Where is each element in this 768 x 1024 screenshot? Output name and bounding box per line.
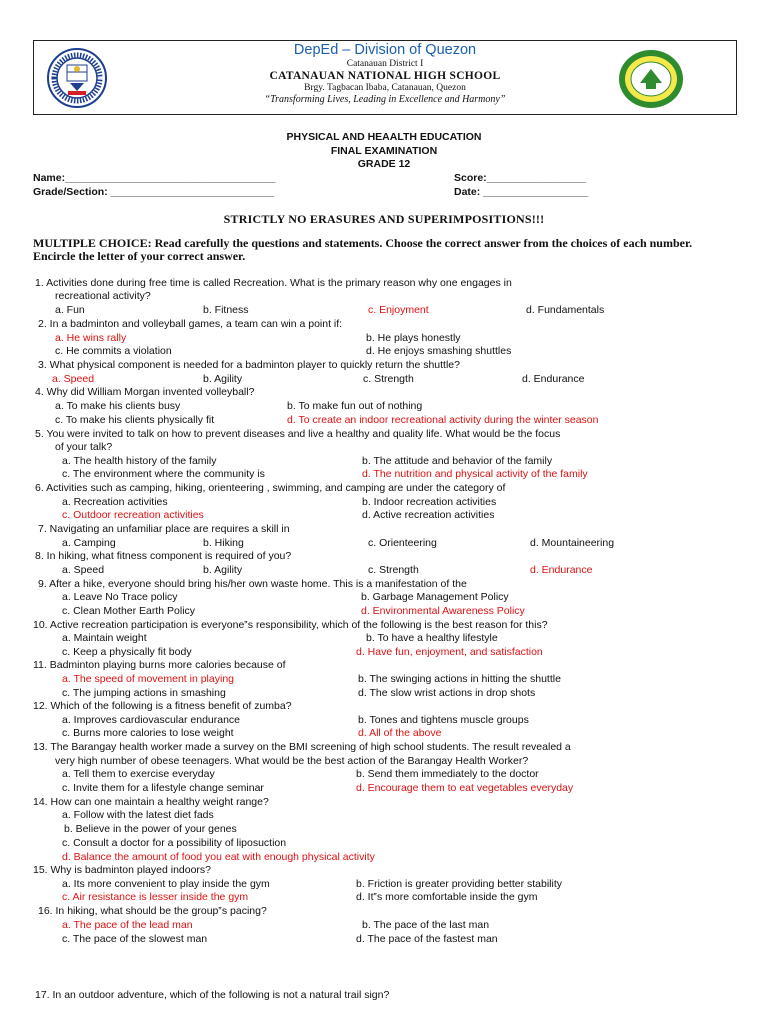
q13-option-b[interactable]: b. Send them immediately to the doctor — [356, 768, 539, 780]
q4-option-b[interactable]: b. To make fun out of nothing — [287, 400, 423, 412]
q4-option-c[interactable]: c. To make his clients physically fit — [55, 414, 215, 426]
q16-option-d[interactable]: d. The pace of the fastest man — [356, 933, 498, 945]
q16-option-b[interactable]: b. The pace of the last man — [362, 919, 490, 931]
grade-section-field[interactable]: Grade/Section: ____________________________ — [33, 186, 275, 198]
q15-option-c[interactable]: c. Air resistance is lesser inside the gym — [62, 891, 249, 903]
q9-option-a[interactable]: a. Leave No Trace policy — [62, 591, 178, 603]
q6-option-b[interactable]: b. Indoor recreation activities — [362, 496, 497, 508]
q15-option-d[interactable]: d. It‟s more comfortable inside the gym — [356, 891, 538, 903]
question-1-stem: 1. Activities done during free time is called Recreation. What is the primary reason why one engages in — [35, 277, 512, 289]
q14-option-a[interactable]: a. Follow with the latest diet fads — [62, 809, 214, 821]
q8-option-d[interactable]: d. Endurance — [530, 564, 593, 576]
question-10-stem: 10. Active recreation participation is everyone‟s responsibility, which of the following is the best reason for this? — [33, 619, 548, 631]
q14-option-c[interactable]: c. Consult a doctor for a possibility of liposuction — [62, 837, 287, 849]
name-field[interactable]: Name:____________________________________ — [33, 172, 276, 184]
q10-option-b[interactable]: b. To have a healthy lifestyle — [366, 632, 498, 644]
q6-option-d[interactable]: d. Active recreation activities — [362, 509, 495, 521]
q11-option-c[interactable]: c. The jumping actions in smashing — [62, 687, 226, 699]
q12-option-b[interactable]: b. Tones and tightens muscle groups — [358, 714, 529, 726]
q5-option-c[interactable]: c. The environment where the community is — [62, 468, 265, 480]
q8-option-c[interactable]: c. Strength — [368, 564, 419, 576]
question-4-stem: 4. Why did William Morgan invented volleyball? — [35, 386, 255, 398]
q3-option-d[interactable]: d. Endurance — [522, 373, 585, 385]
date-field[interactable]: Date: __________________ — [454, 186, 589, 198]
score-field[interactable]: Score:_________________ — [454, 172, 586, 184]
q12-option-d[interactable]: d. All of the above — [358, 727, 442, 739]
q1-option-b[interactable]: b. Fitness — [203, 304, 249, 316]
question-8-stem: 8. In hiking, what fitness component is required of you? — [35, 550, 292, 562]
q1-option-a[interactable]: a. Fun — [55, 304, 85, 316]
q7-option-c[interactable]: c. Orienteering — [368, 537, 437, 549]
question-2-stem: 2. In a badminton and volleyball games, a team can win a point if: — [38, 318, 343, 330]
q8-option-a[interactable]: a. Speed — [62, 564, 105, 576]
q1-option-c[interactable]: c. Enjoyment — [368, 304, 429, 316]
q8-option-b[interactable]: b. Agility — [203, 564, 243, 576]
q11-option-d[interactable]: d. The slow wrist actions in drop shots — [358, 687, 536, 699]
q5-option-a[interactable]: a. The health history of the family — [62, 455, 217, 467]
question-3-stem: 3. What physical component is needed for a badminton player to quickly return the shuttle? — [38, 359, 460, 371]
q12-option-a[interactable]: a. Improves cardiovascular endurance — [62, 714, 241, 726]
school-motto: “Transforming Lives, Leading in Excellence and Harmony” — [264, 94, 506, 105]
q7-option-b[interactable]: b. Hiking — [203, 537, 244, 549]
q14-option-b[interactable]: b. Believe in the power of your genes — [64, 823, 237, 835]
q10-option-c[interactable]: c. Keep a physically fit body — [62, 646, 192, 658]
q1-option-d[interactable]: d. Fundamentals — [526, 304, 605, 316]
q10-option-a[interactable]: a. Maintain weight — [62, 632, 147, 644]
subject-title: PHYSICAL AND HEAALTH EDUCATION — [286, 131, 482, 143]
question-1-stem-cont: recreational activity? — [55, 290, 151, 302]
question-9-stem: 9. After a hike, everyone should bring his/her own waste home. This is a manifestation of the — [38, 578, 467, 590]
grade-level: GRADE 12 — [357, 158, 411, 170]
q6-option-c[interactable]: c. Outdoor recreation activities — [62, 509, 204, 521]
question-6-stem: 6. Activities such as camping, hiking, orienteering , swimming, and camping are under the category of — [35, 482, 506, 494]
q11-option-a[interactable]: a. The speed of movement in playing — [62, 673, 234, 685]
question-14-stem: 14. How can one maintain a healthy weight range? — [33, 796, 269, 808]
q4-option-a[interactable]: a. To make his clients busy — [55, 400, 181, 412]
question-5-stem: 5. You were invited to talk on how to prevent diseases and live a healthy and quality life. What would be the focus — [35, 428, 561, 440]
school-header — [33, 40, 737, 115]
exam-type: FINAL EXAMINATION — [330, 144, 438, 157]
question-17-stem: 17. In an outdoor adventure, which of the following is not a natural trail sign? — [35, 989, 390, 1001]
q14-option-d[interactable]: d. Balance the amount of food you eat with enough physical activity — [62, 851, 375, 863]
q5-option-b[interactable]: b. The attitude and behavior of the family — [362, 455, 553, 467]
question-16-stem: 16. In hiking, what should be the group‟s pacing? — [38, 905, 267, 917]
q13-option-a[interactable]: a. Tell them to exercise everyday — [62, 768, 215, 780]
q13-option-d[interactable]: d. Encourage them to eat vegetables everyday — [356, 782, 574, 794]
question-11-stem: 11. Badminton playing burns more calories because of — [33, 659, 286, 671]
exam-title — [0, 131, 768, 172]
q7-option-d[interactable]: d. Mountaineering — [530, 537, 615, 549]
q4-option-d[interactable]: d. To create an indoor recreational activity during the winter season — [287, 414, 599, 426]
q15-option-a[interactable]: a. Its more convenient to play inside the gym — [62, 878, 270, 890]
question-5-stem-cont: of your talk? — [55, 441, 113, 453]
q2-option-a[interactable]: a. He wins rally — [55, 332, 127, 344]
question-7-stem: 7. Navigating an unfamiliar place are requires a skill in — [38, 523, 290, 535]
q15-option-b[interactable]: b. Friction is greater providing better stability — [356, 878, 563, 890]
exam-warning: STRICTLY NO ERASURES AND SUPERIMPOSITIONS!!! — [223, 212, 545, 226]
school-seal-logo — [618, 49, 684, 109]
q9-option-b[interactable]: b. Garbage Management Policy — [361, 591, 509, 603]
q16-option-a[interactable]: a. The pace of the lead man — [62, 919, 193, 931]
q3-option-a[interactable]: a. Speed — [52, 373, 95, 385]
q2-option-d[interactable]: d. He enjoys smashing shuttles — [366, 345, 512, 357]
q10-option-d[interactable]: d. Have fun, enjoyment, and satisfaction — [356, 646, 543, 658]
q12-option-c[interactable]: c. Burns more calories to lose weight — [62, 727, 234, 739]
q9-option-d[interactable]: d. Environmental Awareness Policy — [361, 605, 525, 617]
q3-option-b[interactable]: b. Agility — [203, 373, 243, 385]
question-15-stem: 15. Why is badminton played indoors? — [33, 864, 212, 876]
q9-option-c[interactable]: c. Clean Mother Earth Policy — [62, 605, 196, 617]
school-name: CATANAUAN NATIONAL HIGH SCHOOL — [269, 70, 501, 82]
q7-option-a[interactable]: a. Camping — [62, 537, 116, 549]
q13-option-c[interactable]: c. Invite them for a lifestyle change seminar — [62, 782, 264, 794]
q2-option-b[interactable]: b. He plays honestly — [366, 332, 461, 344]
agency-title: DepEd – Division of Quezon — [293, 42, 477, 58]
question-13-stem: 13. The Barangay health worker made a survey on the BMI screening of high school students. The result revealed a — [33, 741, 571, 753]
question-13-stem-cont: very high number of obese teenagers. What would be the best action of the Barangay Health Worker? — [55, 755, 529, 767]
q6-option-a[interactable]: a. Recreation activities — [62, 496, 168, 508]
q5-option-d[interactable]: d. The nutrition and physical activity of the family — [362, 468, 588, 480]
q11-option-b[interactable]: b. The swinging actions in hitting the shuttle — [358, 673, 561, 685]
exam-instructions: MULTIPLE CHOICE: Read carefully the questions and statements. Choose the correct answer from the choices of each number. Encircle the letter of your correct answer. — [33, 236, 693, 263]
school-address: Brgy. Tagbacan Ibaba, Catanauan, Quezon — [304, 83, 466, 93]
q3-option-c[interactable]: c. Strength — [363, 373, 414, 385]
question-12-stem: 12. Which of the following is a fitness benefit of zumba? — [33, 700, 292, 712]
q2-option-c[interactable]: c. He commits a violation — [55, 345, 172, 357]
q16-option-c[interactable]: c. The pace of the slowest man — [62, 933, 208, 945]
district-name: Catanauan District I — [346, 59, 424, 69]
